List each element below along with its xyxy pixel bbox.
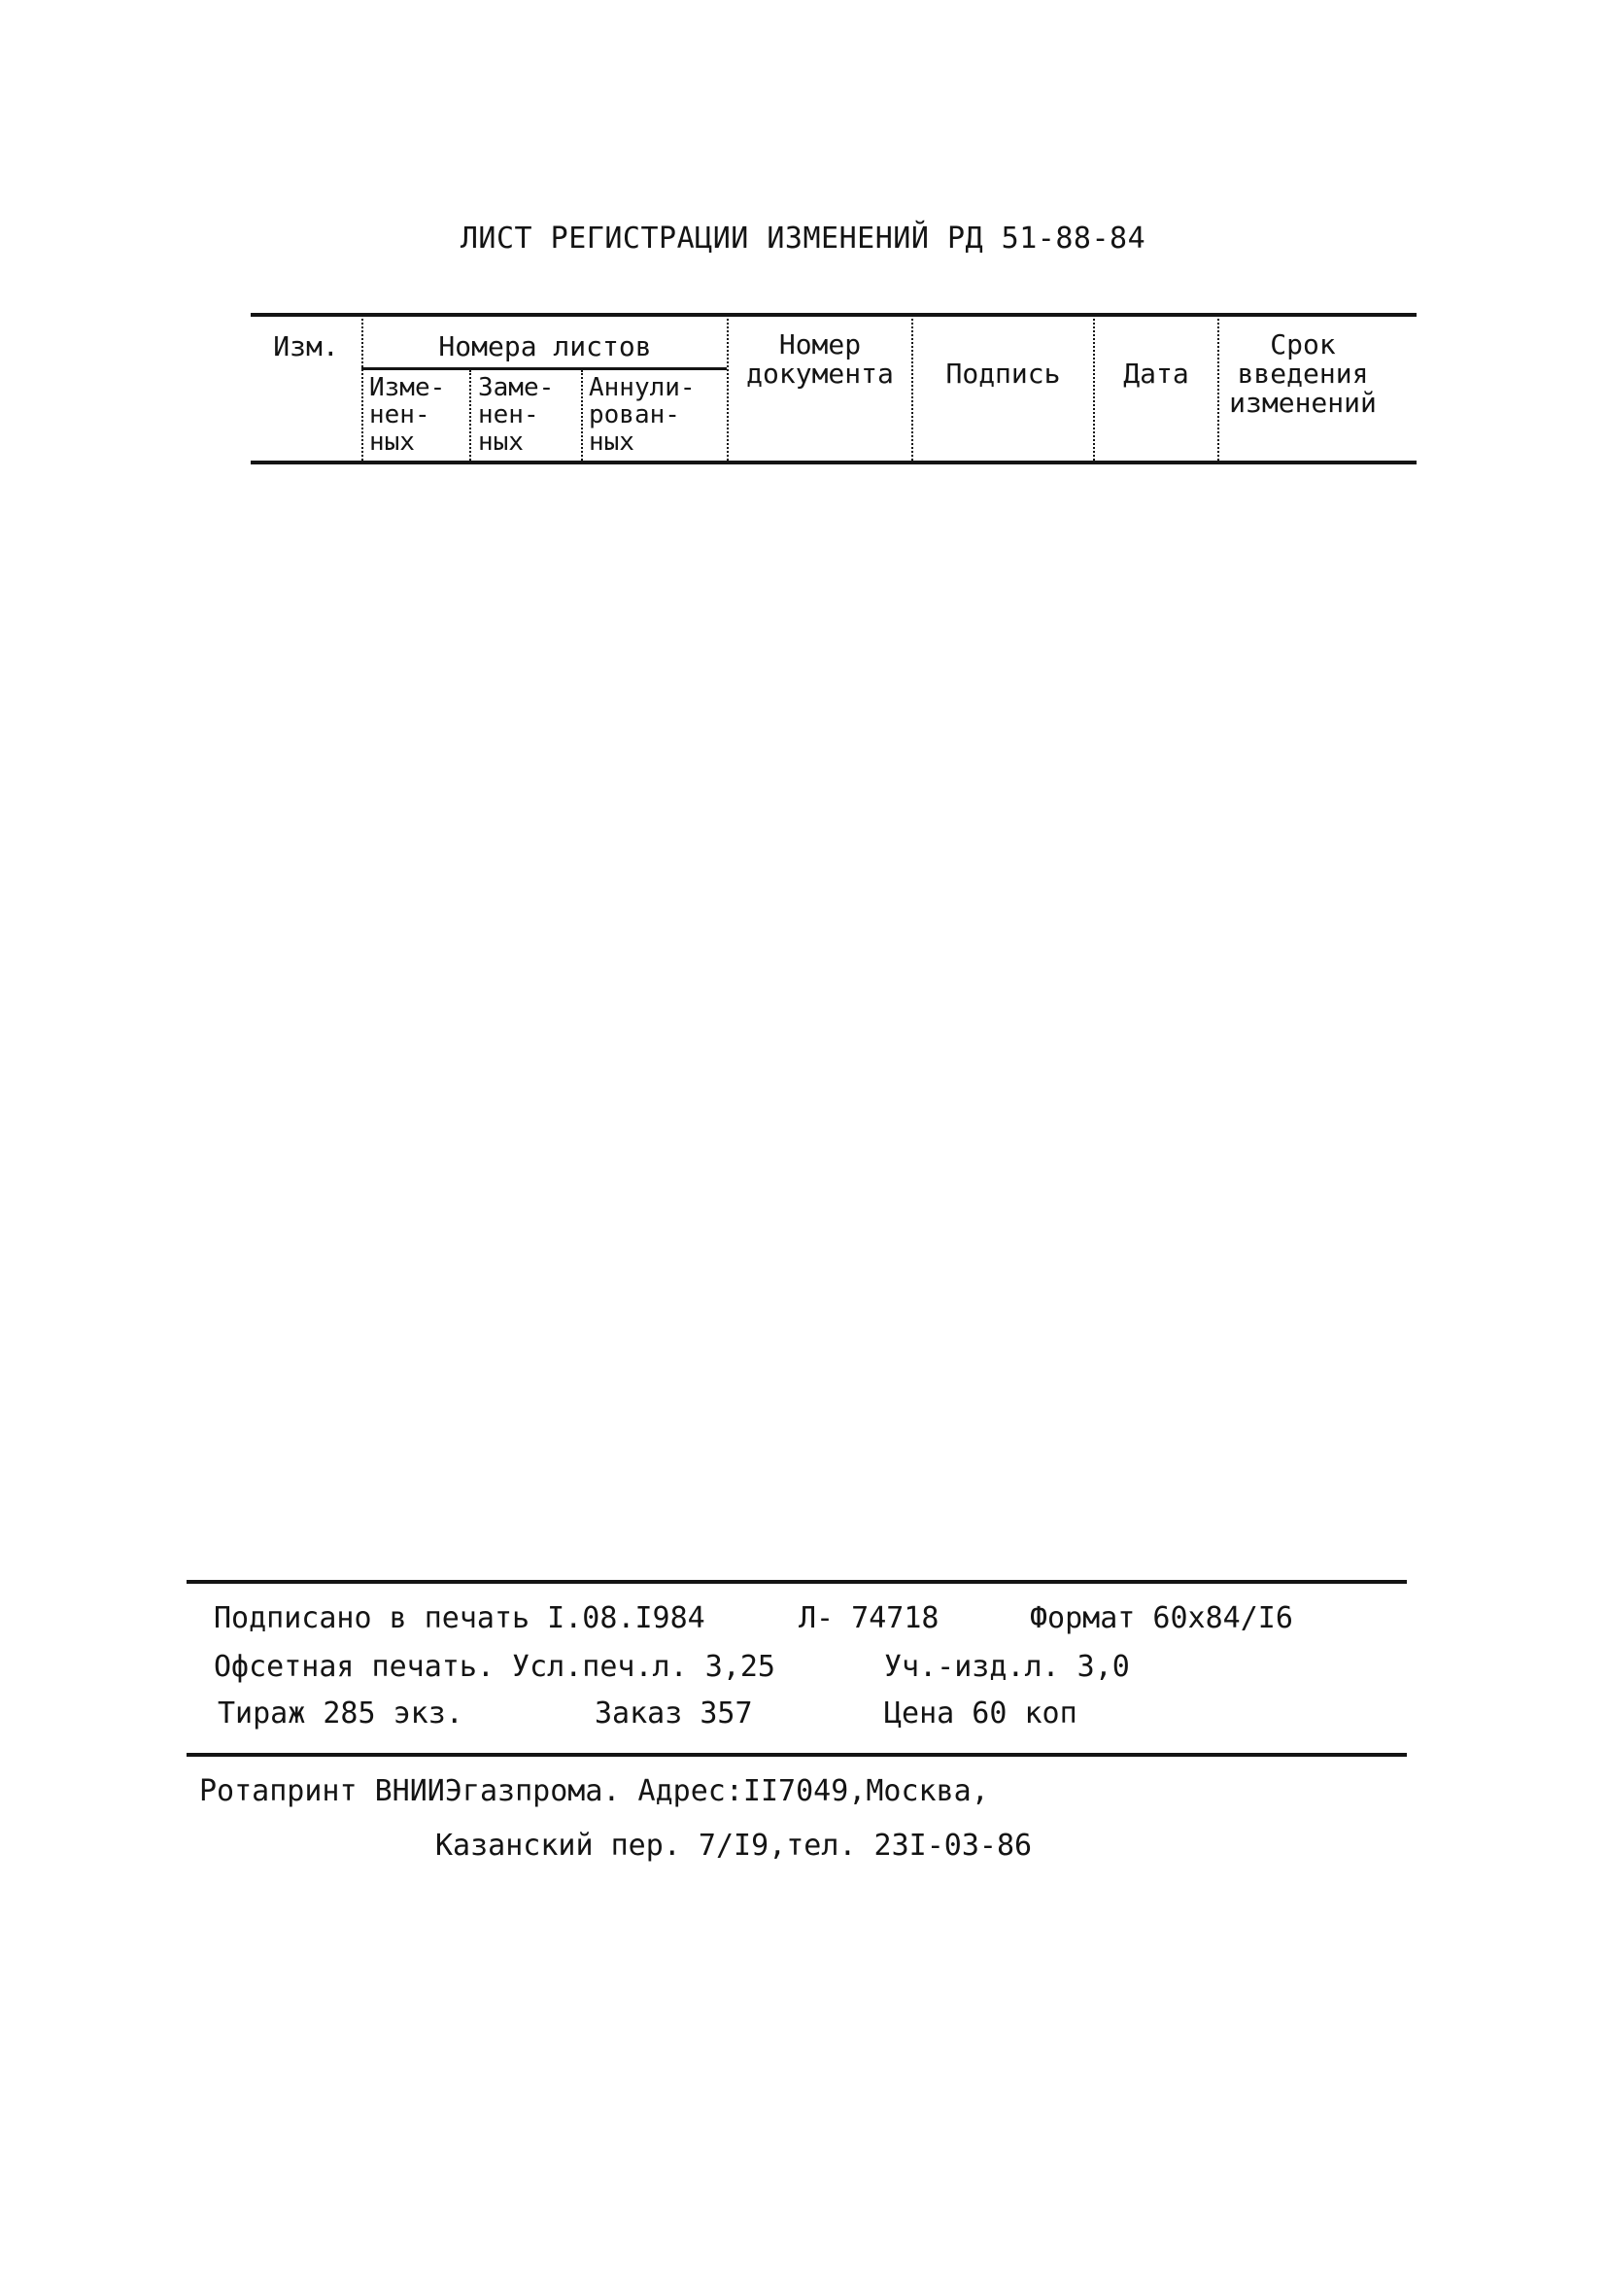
header-date: Дата (1123, 358, 1189, 390)
imprint-bottom-rule (187, 1753, 1407, 1757)
page-title: ЛИСТ РЕГИСТРАЦИИ ИЗМЕНЕНИЙ РД 51-88-84 (460, 222, 1146, 256)
publisher-address-line2: Казанский пер. 7/I9,тел. 23I-03-86 (435, 1829, 1033, 1863)
column-divider (469, 370, 471, 461)
header-replaced: Заме- нен- ных (478, 373, 555, 457)
table-bottom-rule (251, 461, 1417, 464)
sheet-numbers-divider (361, 367, 727, 370)
imprint-signed: Подписано в печать I.08.I984 (214, 1601, 705, 1635)
column-divider (581, 370, 583, 461)
header-izm: Изм. (273, 330, 339, 362)
header-effective-date: Срок введения изменений (1229, 328, 1377, 419)
column-divider (1093, 319, 1095, 461)
imprint-format: Формат 60х84/I6 (1030, 1601, 1293, 1635)
publisher-address-line1: Ротапринт ВНИИЭгазпрома. Адрес:II7049,Москва, (199, 1774, 989, 1808)
column-divider (911, 319, 913, 461)
imprint-price: Цена 60 коп (884, 1696, 1077, 1731)
imprint-order: Заказ 357 (595, 1696, 753, 1731)
header-signature: Подпись (945, 358, 1061, 390)
header-sheet-numbers: Номера листов (438, 330, 652, 362)
header-document-number: Номер документа (746, 328, 894, 390)
imprint-top-rule (187, 1580, 1407, 1584)
imprint-edition-sheets: Уч.-изд.л. 3,0 (884, 1650, 1130, 1684)
table-top-rule (251, 313, 1417, 317)
column-divider (361, 319, 363, 461)
imprint-print-run: Тираж 285 экз. (218, 1696, 463, 1731)
header-annulled: Аннули- рован- ных (589, 373, 696, 457)
imprint-print-type: Офсетная печать. Усл.печ.л. 3,25 (214, 1650, 775, 1684)
imprint-license: Л- 74718 (799, 1601, 940, 1635)
header-changed: Изме- нен- ных (369, 373, 446, 457)
